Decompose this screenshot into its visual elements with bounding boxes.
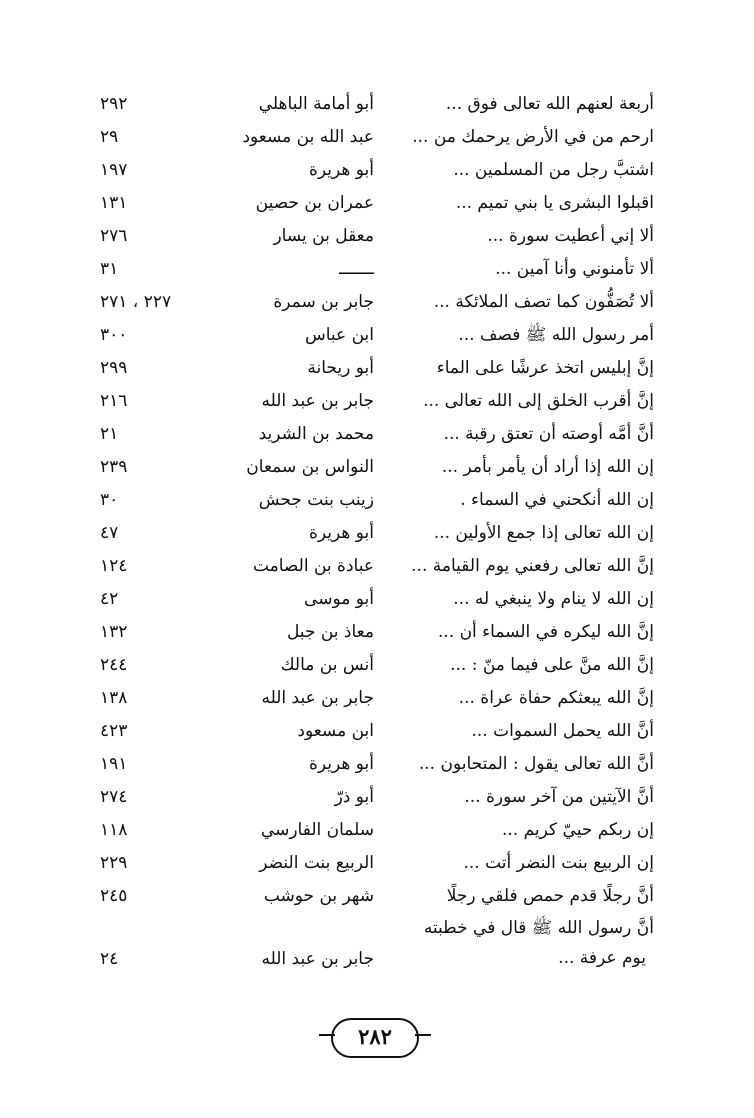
hadith-text: أنَّ رجلًا قدم حمص فلقي رجلًا [446,886,654,906]
index-row [0,517,754,550]
page-reference: ٢٢٧ ، ٢٧١ [100,292,172,312]
hadith-text: إنَّ الله منَّ على فيما منّ : ... [450,655,654,675]
page-reference: ١٣٢ [100,622,128,642]
narrator-name: أنس بن مالك [280,655,374,675]
narrator-name: سلمان الفارسي [260,820,374,840]
hadith-text: إنَّ أقرب الخلق إلى الله تعالى ... [423,391,654,411]
index-row [0,814,754,847]
page-reference: ٢١٦ [100,391,128,411]
hadith-text: إنَّ الله تعالى رفعني يوم القيامة ... [411,556,654,576]
index-row [0,649,754,682]
narrator-name: جابر بن عبد الله [261,688,374,708]
narrator-name: أبو أمامة الباهلي [258,94,374,114]
page-reference: ٤٧ [100,523,119,543]
hadith-text: إن الله إذا أراد أن يأمر بأمر ... [441,457,654,477]
hadith-text: أنَّ الله تعالى يقول : المتحابون ... [418,754,654,774]
page-reference: ٢٧٤ [100,787,128,807]
narrator-name: عبد الله بن مسعود [242,127,374,147]
page-reference: ١١٨ [100,820,128,840]
hadith-text: إن الله تعالى إذا جمع الأولين ... [433,523,654,543]
narrator-name: جابر بن عبد الله [261,949,374,969]
index-row [0,385,754,418]
page-reference: ١٣١ [100,193,128,213]
hadith-text: ارحم من في الأرض يرحمك من ... [412,127,654,147]
hadith-text: ألا تأمنوني وأنا آمين ... [495,259,654,279]
narrator-name: عمران بن حصين [255,193,374,213]
hadith-text: إن الله أنكحني في السماء . [460,490,654,510]
page-reference: ٢١ [100,424,119,444]
index-row [0,484,754,517]
narrator-name: شهر بن حوشب [263,886,374,906]
index-row [0,748,754,781]
index-row [0,715,754,748]
hadith-text: أنَّ الله يحمل السموات ... [471,721,654,741]
narrator-name: معقل بن يسار [273,226,374,246]
page-reference: ٢٩٩ [100,358,128,378]
hadith-text-line: أنَّ رسول الله ﷺ قال في خطبته [423,918,654,938]
page-number: ٢٨٢ [331,1018,419,1058]
narrator-name: عبادة بن الصامت [252,556,374,576]
hadith-text: إن ربكم حييّ كريم ... [501,820,654,840]
page-reference: ٢٤٥ [100,886,128,906]
hadith-text: أنَّ الآيتين من آخر سورة ... [464,787,654,807]
narrator-name: جابر بن عبد الله [261,391,374,411]
narrator-name: معاذ بن جبل [286,622,374,642]
index-row [0,682,754,715]
index-row [0,88,754,121]
page-reference: ٢٣٩ [100,457,128,477]
page-reference: ٢٩ [100,127,119,147]
hadith-text: اقبلوا البشرى يا بني تميم ... [455,193,654,213]
page-reference: ٣١ [100,259,119,279]
index-row [0,352,754,385]
hadith-text: إن الله لا ينام ولا ينبغي له ... [453,589,654,609]
index-row [0,616,754,649]
hadith-text: إن الربيع بنت النضر أتت ... [463,853,654,873]
page-reference: ٢٤ [100,949,119,969]
hadith-text: أمر رسول الله ﷺ فصف ... [458,325,654,345]
page-reference: ٢٧٦ [100,226,128,246]
index-row [0,286,754,319]
index-row [0,847,754,880]
index-row [0,913,754,983]
narrator-name: أبو ريحانة [307,358,374,378]
index-row [0,781,754,814]
index-row [0,154,754,187]
page-reference: ٣٠ [100,490,119,510]
index-row [0,880,754,913]
narrator-name: أبو هريرة [308,754,374,774]
hadith-text-line: يوم عرفة ... [558,948,646,968]
narrator-name: زينب بنت جحش [258,490,374,510]
hadith-text: ألا إني أعطيت سورة ... [487,226,654,246]
hadith-index-table [0,88,754,983]
index-row [0,583,754,616]
index-row [0,319,754,352]
index-row [0,220,754,253]
narrator-name: أبو موسى [304,589,374,609]
narrator-name: محمد بن الشريد [258,424,374,444]
narrator-name: النواس بن سمعان [246,457,374,477]
page-reference: ١٩١ [100,754,128,774]
narrator-name: أبو هريرة [308,160,374,180]
narrator-name: ابن مسعود [297,721,374,741]
page-reference: ٤٢٣ [100,721,128,741]
hadith-text: أنَّ أمَّه أوصته أن تعتق رقبة ... [443,424,654,444]
hadith-text: إنَّ الله ليكره في السماء أن ... [437,622,654,642]
hadith-text: إنَّ الله يبعثكم حفاة عراة ... [458,688,654,708]
page-reference: ١٩٧ [100,160,128,180]
hadith-text: ألا تُصَفُّون كما تصف الملائكة ... [433,292,654,312]
page-reference: ١٣٨ [100,688,128,708]
hadith-text: اشتبَّ رجل من المسلمين ... [453,160,654,180]
hadith-text: أربعة لعنهم الله تعالى فوق ... [445,94,654,114]
narrator-name: ـــــــ [339,259,374,279]
index-row [0,121,754,154]
page-reference: ٢٤٤ [100,655,128,675]
hadith-text: إنَّ إبليس اتخذ عرشًا على الماء [436,358,654,378]
page-reference: ١٢٤ [100,556,128,576]
index-row [0,187,754,220]
index-row [0,550,754,583]
index-row [0,253,754,286]
narrator-name: أبو ذرّ [334,787,374,807]
narrator-name: جابر بن سمرة [273,292,374,312]
page-reference: ٢٩٢ [100,94,128,114]
index-row [0,451,754,484]
hadith-text [354,913,654,973]
index-row [0,418,754,451]
narrator-name: أبو هريرة [308,523,374,543]
narrator-name: ابن عباس [304,325,374,345]
page-reference: ٣٠٠ [100,325,128,345]
page-reference: ٤٢ [100,589,119,609]
narrator-name: الربيع بنت النضر [259,853,374,873]
page-reference: ٢٢٩ [100,853,128,873]
